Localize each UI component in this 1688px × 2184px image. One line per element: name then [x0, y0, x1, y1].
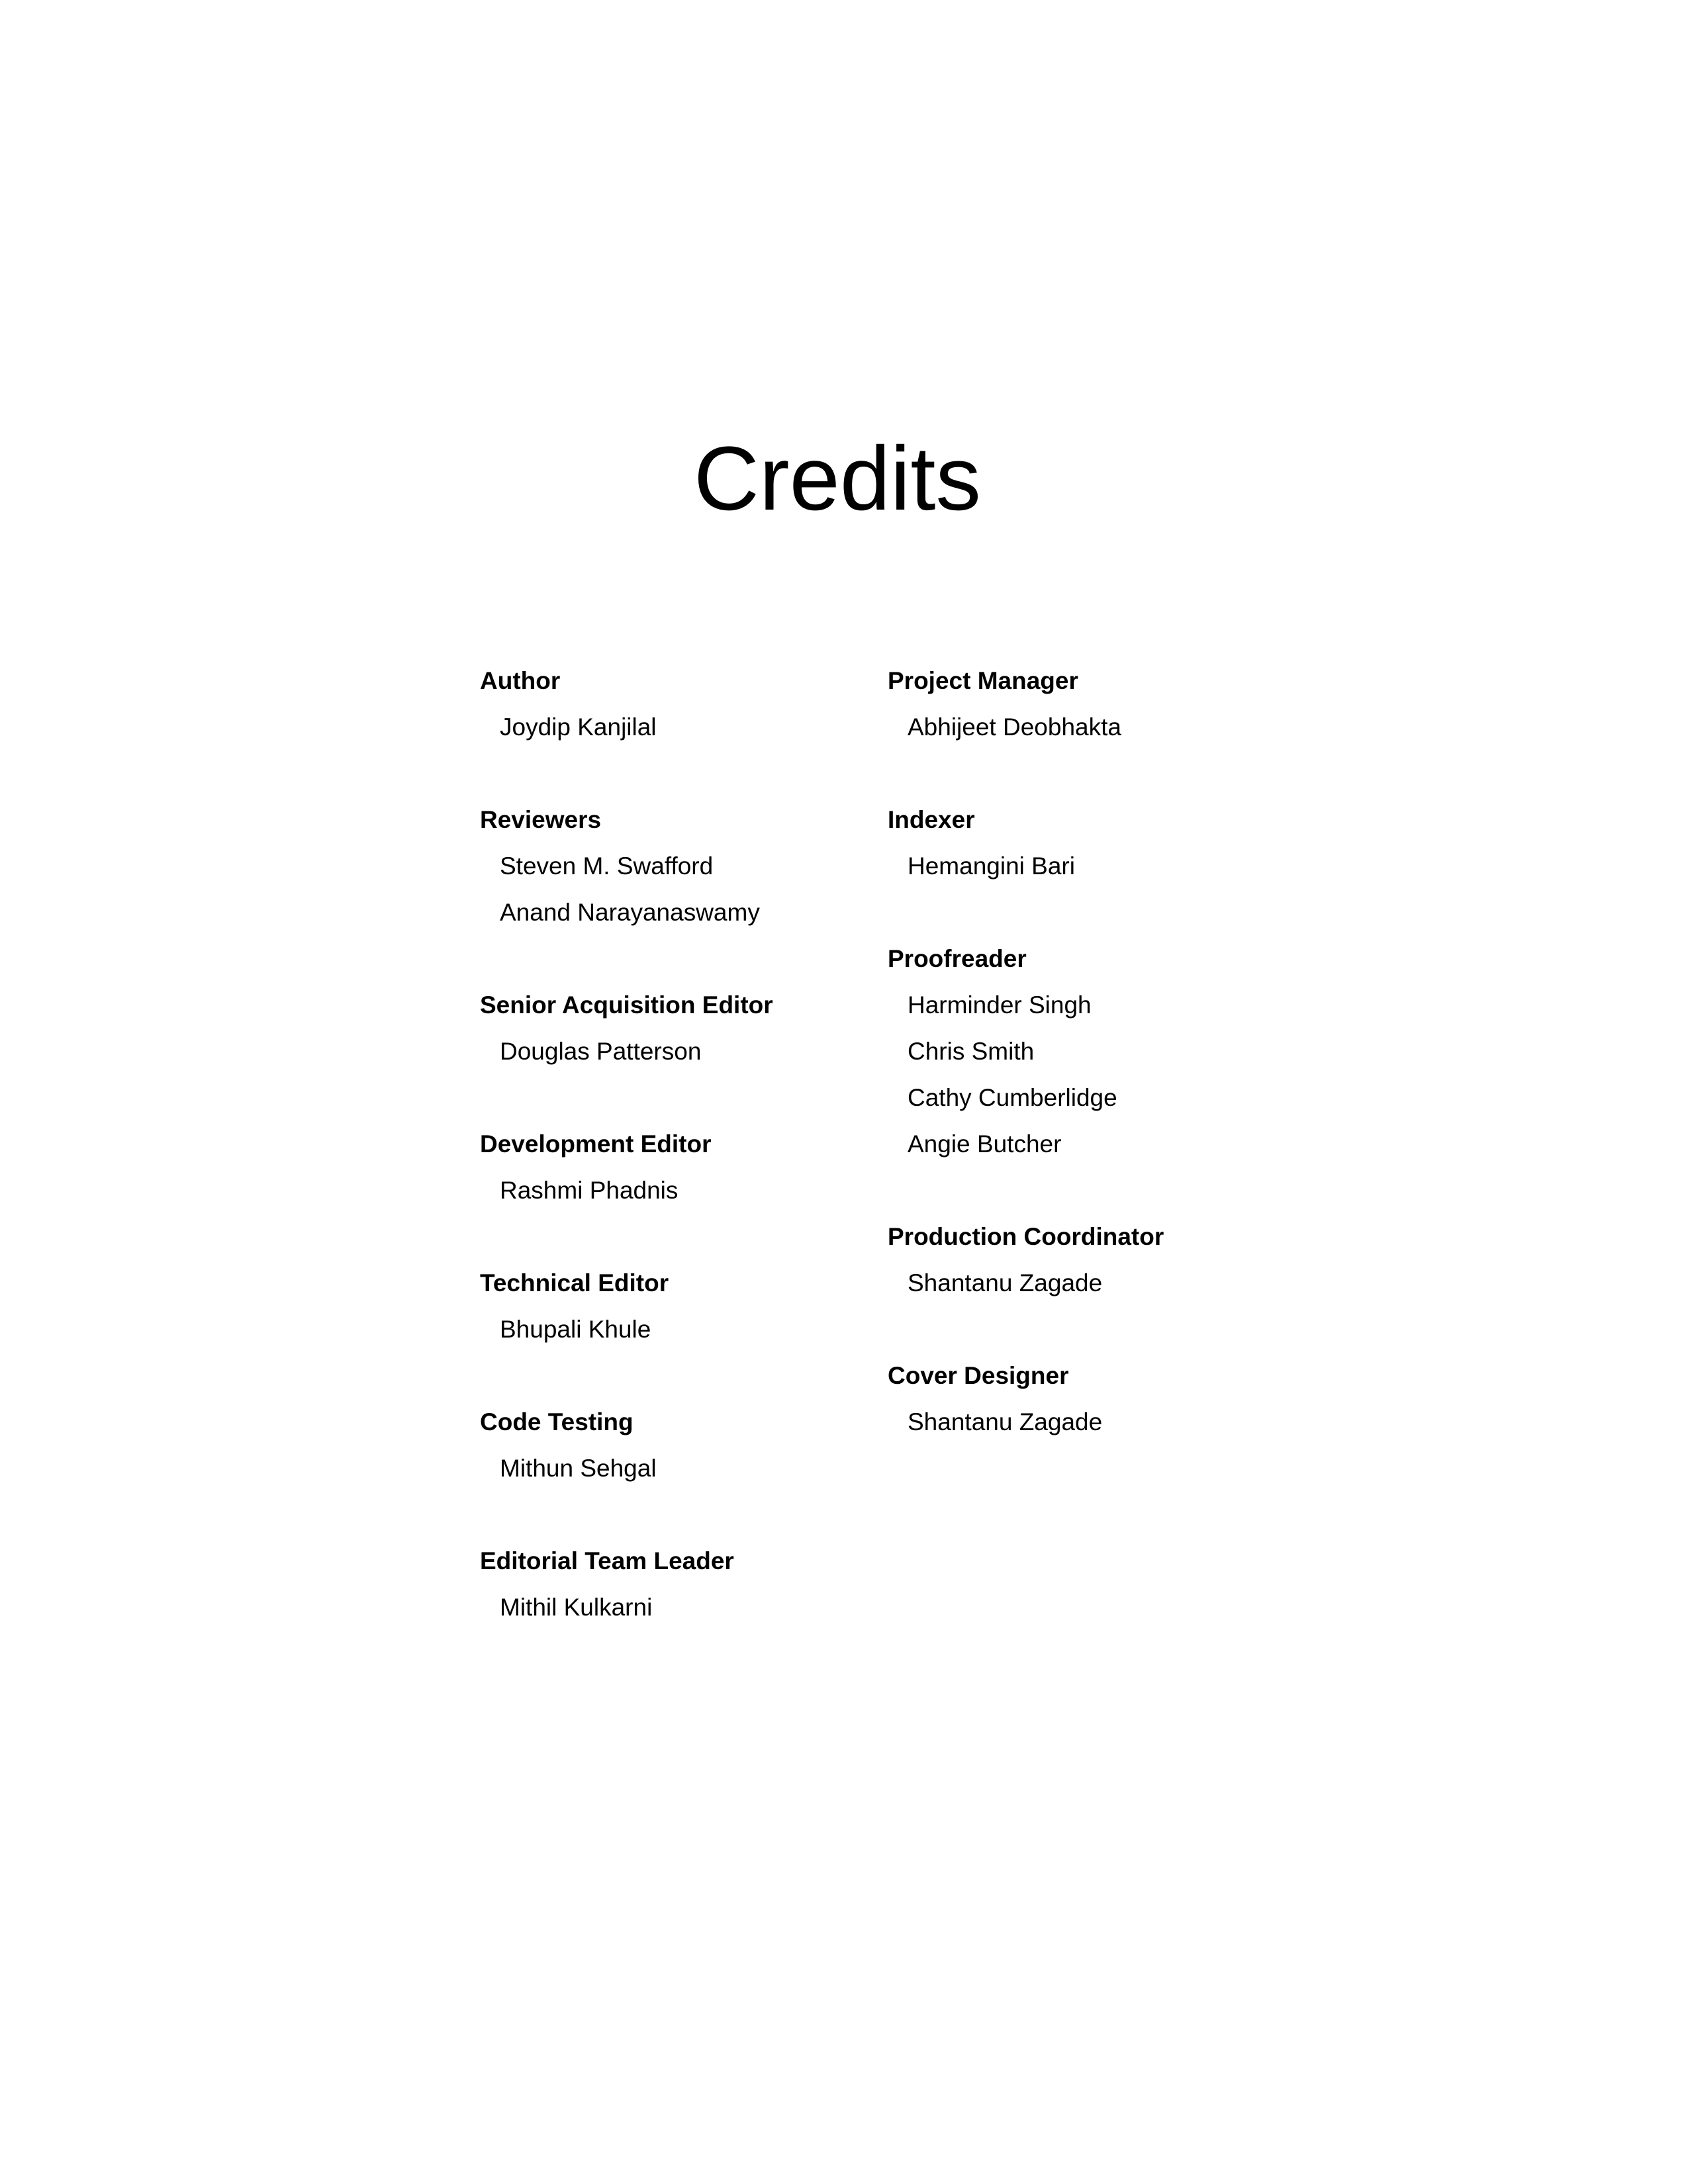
credit-role: Editorial Team Leader [480, 1547, 734, 1574]
credit-name: Abhijeet Deobhakta [908, 713, 1121, 741]
credit-role: Cover Designer [888, 1362, 1069, 1389]
credit-name: Hemangini Bari [908, 852, 1075, 880]
credit-name: Joydip Kanjilal [500, 713, 657, 741]
credit-name: Rashmi Phadnis [500, 1177, 679, 1204]
credit-section-proofreader [888, 936, 1164, 1167]
credits-column-left [480, 658, 773, 1677]
credit-role: Production Coordinator [888, 1223, 1164, 1250]
credit-section-production-coordinator [888, 1214, 1164, 1306]
credit-name: Bhupali Khule [500, 1316, 651, 1343]
credit-name: Harminder Singh [908, 991, 1092, 1019]
credit-role: Technical Editor [480, 1269, 669, 1297]
credit-name: Angie Butcher [908, 1130, 1062, 1158]
credit-role: Senior Acquisition Editor [480, 991, 773, 1019]
page-title: Credits [694, 428, 981, 529]
credit-section-cover-designer [888, 1353, 1164, 1445]
credit-role: Project Manager [888, 667, 1078, 694]
credit-section-project-manager [888, 658, 1164, 751]
credit-section-code-testing [480, 1399, 773, 1492]
credit-name: Chris Smith [908, 1038, 1035, 1065]
credit-name: Steven M. Swafford [500, 852, 714, 880]
credit-role: Reviewers [480, 806, 602, 833]
credit-name: Mithun Sehgal [500, 1455, 657, 1482]
credit-name: Shantanu Zagade [908, 1269, 1103, 1297]
credit-section-senior-acquisition-editor [480, 982, 773, 1075]
credit-section-editorial-team-leader [480, 1538, 773, 1631]
credit-role: Indexer [888, 806, 975, 833]
credit-name: Cathy Cumberlidge [908, 1084, 1117, 1111]
credit-role: Code Testing [480, 1408, 633, 1435]
credit-name: Shantanu Zagade [908, 1408, 1103, 1435]
credit-section-author [480, 658, 773, 751]
credit-role: Proofreader [888, 945, 1027, 972]
credit-role: Development Editor [480, 1130, 712, 1158]
credit-section-development-editor [480, 1121, 773, 1214]
credits-column-right [888, 658, 1164, 1492]
credit-section-technical-editor [480, 1260, 773, 1353]
credit-role: Author [480, 667, 561, 694]
credit-name: Douglas Patterson [500, 1038, 702, 1065]
credit-section-reviewers [480, 797, 773, 936]
credit-name: Mithil Kulkarni [500, 1594, 653, 1621]
credit-name: Anand Narayanaswamy [500, 899, 760, 926]
credit-section-indexer [888, 797, 1164, 889]
